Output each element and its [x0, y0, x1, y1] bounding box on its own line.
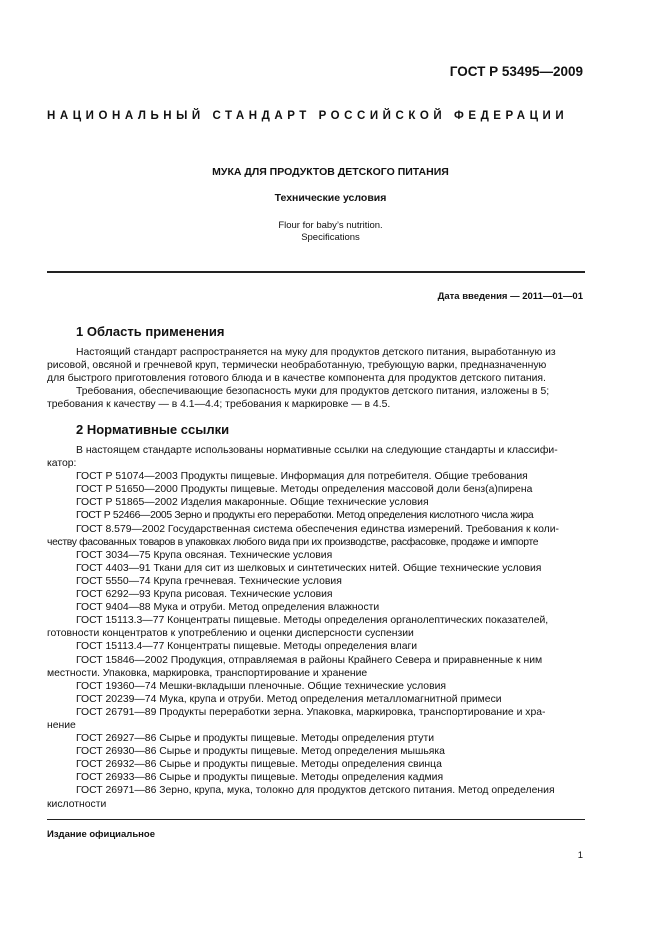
reference-item: ГОСТ 15846—2002 Продукция, отправляемая в районы Крайнего Севера и приравненные к ним: [76, 654, 543, 666]
reference-item: местности. Упаковка, маркировка, транспортирование и хранение: [47, 667, 368, 679]
reference-item: ГОСТ 8.579—2002 Государственная система обеспечения единства измерений. Требования к коли-: [76, 523, 560, 535]
text-line: В настоящем стандарте использованы нормативные ссылки на следующие стандарты и классифи-: [76, 445, 558, 456]
reference-item: ГОСТ 19360—74 Мешки-вкладыши пленочные. Общие технические условия: [76, 680, 447, 692]
document-subtitle: Технические условия: [274, 192, 387, 204]
reference-item: ГОСТ 26971—86 Зерно, крупа, мука, толокно для продуктов детского питания. Метод определения: [76, 785, 555, 797]
english-title-line: Specifications: [301, 232, 360, 243]
section-body: [47, 346, 585, 411]
reference-item: ГОСТ Р 51650—2000 Продукты пищевые. Методы определения массовой доли бенз(а)пирена: [76, 484, 533, 496]
reference-item: ГОСТ 26791—89 Продукты переработки зерна. Упаковка, маркировка, транспортирование и хра-: [76, 706, 546, 718]
reference-item: кислотности: [47, 798, 107, 810]
document-title: МУКА ДЛЯ ПРОДУКТОВ ДЕТСКОГО ПИТАНИЯ: [212, 166, 449, 178]
reference-item: ГОСТ Р 52466—2005 Зерно и продукты его переработки. Метод определения кислотного числа жира: [76, 510, 534, 522]
section-body: [47, 444, 585, 811]
text-line: требования к качеству — в 4.1—4.4; требования к маркировке — в 4.5.: [47, 399, 391, 411]
effective-date: Дата введения — 2011—01—01: [437, 291, 583, 302]
section-heading: 2 Нормативные ссылки: [76, 422, 230, 437]
reference-item: честву фасованных товаров в упаковках любого вида при их производстве, расфасовке, продаже и импорте: [47, 536, 539, 548]
reference-item: ГОСТ 4403—91 Ткани для сит из шелковых и синтетических нитей. Общие технические условия: [76, 562, 542, 574]
top-divider: [47, 271, 585, 273]
reference-item: ГОСТ Р 51074—2003 Продукты пищевые. Информация для потребителя. Общие требования: [76, 471, 528, 483]
text-line: катор:: [47, 458, 77, 470]
reference-item: готовности концентратов к употреблению и оценки дисперсности суспензии: [47, 628, 414, 640]
bottom-divider: [47, 819, 585, 820]
text-line: Требования, обеспечивающие безопасность муки для продуктов детского питания, изложены в 5;: [76, 386, 550, 398]
reference-item: ГОСТ 6292—93 Крупа рисовая. Технические условия: [76, 589, 333, 601]
reference-item: ГОСТ 20239—74 Мука, крупа и отруби. Метод определения металломагнитной примеси: [76, 693, 502, 705]
text-line: рисовой, овсяной и гречневой круп, термически необработанную, требующую варки, предназначенную: [47, 360, 547, 372]
page-number: 1: [577, 850, 583, 861]
reference-item: ГОСТ 9404—88 Мука и отруби. Метод определения влажности: [76, 602, 380, 614]
text-line: для быстрого приготовления готового блюда и в качестве компонента для продуктов детского питания.: [47, 373, 546, 385]
section-heading: 1 Область применения: [76, 324, 225, 339]
reference-item: ГОСТ 5550—74 Крупа гречневая. Технические условия: [76, 575, 342, 587]
reference-item: нение: [47, 719, 76, 731]
reference-item: ГОСТ Р 51865—2002 Изделия макаронные. Общие технические условия: [76, 497, 429, 509]
reference-item: ГОСТ 26933—86 Сырье и продукты пищевые. Методы определения кадмия: [76, 772, 444, 784]
reference-item: ГОСТ 26932—86 Сырье и продукты пищевые. Методы определения свинца: [76, 759, 442, 771]
reference-item: ГОСТ 26927—86 Сырье и продукты пищевые. Методы определения ртути: [76, 733, 435, 745]
reference-item: ГОСТ 26930—86 Сырье и продукты пищевые. Метод определения мышьяка: [76, 746, 445, 758]
text-line: Настоящий стандарт распространяется на муку для продуктов детского питания, выработанную из: [76, 347, 556, 358]
english-title: [0, 220, 661, 244]
reference-item: ГОСТ 3034—75 Крупа овсяная. Технические условия: [76, 549, 333, 561]
standard-banner: НАЦИОНАЛЬНЫЙ СТАНДАРТ РОССИЙСКОЙ ФЕДЕРАЦИИ: [47, 110, 569, 122]
reference-item: ГОСТ 15113.3—77 Концентраты пищевые. Методы определения органолептических показателей,: [76, 615, 549, 627]
document-code: ГОСТ Р 53495—2009: [449, 64, 583, 79]
reference-item: ГОСТ 15113.4—77 Концентраты пищевые. Методы определения влаги: [76, 641, 418, 653]
english-title-line: Flour for baby’s nutrition.: [278, 220, 383, 231]
official-edition-label: Издание официальное: [47, 829, 155, 840]
